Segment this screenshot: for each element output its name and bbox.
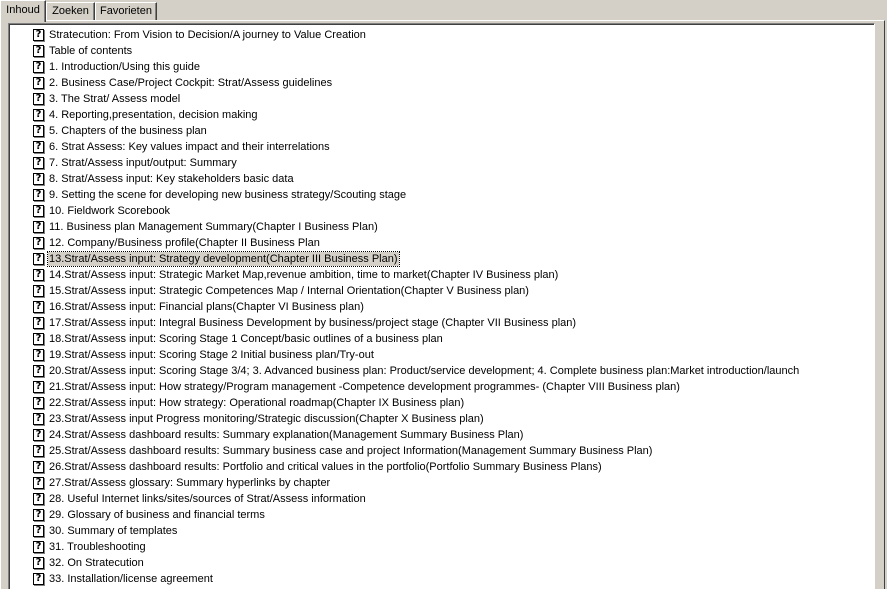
help-topic-icon: ? [33, 509, 44, 521]
toc-item-label: 25.Strat/Assess dashboard results: Summary business case and project Information(Management Summary Business Plan) [49, 445, 653, 457]
toc-item[interactable] [33, 427, 524, 443]
tab-favorieten-label: Favorieten [100, 5, 152, 17]
toc-item[interactable] [33, 395, 465, 411]
toc-item-label: 11. Business plan Management Summary(Chapter I Business Plan) [49, 221, 378, 233]
toc-item-label: 17.Strat/Assess input: Integral Business Development by business/project stage (Chapter VII Business plan) [49, 317, 577, 329]
toc-item-label: 12. Company/Business profile(Chapter II Business Plan [49, 237, 320, 249]
toc-item[interactable] [33, 27, 367, 43]
toc-item-label: 16.Strat/Assess input: Financial plans(Chapter VI Business plan) [49, 301, 364, 313]
toc-item-label: 29. Glossary of business and financial terms [49, 509, 265, 521]
tab-zoeken[interactable] [46, 2, 95, 20]
help-topic-icon: ? [33, 429, 44, 441]
toc-item[interactable] [33, 91, 181, 107]
toc-item-label: 10. Fieldwork Scorebook [49, 205, 171, 217]
help-topic-icon: ? [33, 61, 44, 73]
help-topic-icon: ? [33, 333, 44, 345]
help-topic-icon: ? [33, 557, 44, 569]
toc-item-label: 5. Chapters of the business plan [49, 125, 207, 137]
toc-item[interactable] [33, 443, 653, 459]
toc-item[interactable] [33, 155, 238, 171]
toc-item-label: 4. Reporting,presentation, decision making [49, 109, 258, 121]
toc-item[interactable] [33, 139, 331, 155]
help-topic-icon: ? [33, 349, 44, 361]
help-topic-icon: ? [33, 381, 44, 393]
tab-inhoud-label: Inhoud [6, 4, 40, 16]
toc-item[interactable] [33, 539, 147, 555]
toc-item[interactable] [33, 459, 603, 475]
help-topic-icon: ? [33, 477, 44, 489]
help-topic-icon: ? [33, 45, 44, 57]
toc-item-label: 3. The Strat/ Assess model [49, 93, 181, 105]
toc-item[interactable] [33, 331, 444, 347]
help-topic-icon: ? [33, 125, 44, 137]
help-topic-icon: ? [33, 525, 44, 537]
help-topic-icon: ? [33, 221, 44, 233]
toc-item-label: 14.Strat/Assess input: Strategic Market Map,revenue ambition, time to market(Chapter IV Business plan) [49, 269, 559, 281]
tab-favorieten[interactable] [95, 2, 157, 20]
toc-item-label: 32. On Stratecution [49, 557, 144, 569]
tab-inhoud[interactable] [0, 0, 46, 22]
tab-zoeken-label: Zoeken [52, 5, 89, 17]
toc-item-label: 26.Strat/Assess dashboard results: Portfolio and critical values in the portfolio(Portfolio Summary Business Plans) [49, 461, 602, 473]
toc-item[interactable] [33, 171, 295, 187]
help-topic-icon: ? [33, 301, 44, 313]
toc-item[interactable] [33, 43, 133, 59]
toc-item-label: 31. Troubleshooting [49, 541, 146, 553]
toc-item-label: 23.Strat/Assess input Progress monitoring/Strategic discussion(Chapter X Business plan) [49, 413, 484, 425]
toc-item-label: 30. Summary of templates [49, 525, 178, 537]
toc-item[interactable] [33, 571, 214, 587]
toc-item-label: 20.Strat/Assess input: Scoring Stage 3/4; 3. Advanced business plan: Product/service development; 4. Complete business plan:Market introduction/launch [49, 365, 800, 377]
toc-item-label: Table of contents [49, 45, 133, 57]
help-topic-icon: ? [33, 93, 44, 105]
help-topic-icon: ? [33, 413, 44, 425]
contents-tree[interactable] [8, 23, 875, 589]
toc-item[interactable] [33, 491, 367, 507]
toc-item[interactable] [33, 299, 365, 315]
help-topic-icon: ? [33, 541, 44, 553]
toc-item[interactable] [33, 507, 266, 523]
toc-item[interactable] [33, 107, 259, 123]
help-topic-icon: ? [33, 189, 44, 201]
help-topic-icon: ? [33, 397, 44, 409]
toc-item[interactable] [33, 187, 407, 203]
help-topic-icon: ? [33, 493, 44, 505]
help-topic-icon: ? [33, 445, 44, 457]
toc-item-label: 13.Strat/Assess input: Strategy development(Chapter III Business Plan) [49, 253, 398, 265]
toc-item-label: 2. Business Case/Project Cockpit: Strat/Assess guidelines [49, 77, 333, 89]
toc-item[interactable] [33, 203, 171, 219]
toc-item-label: Stratecution: From Vision to Decision/A journey to Value Creation [49, 29, 366, 41]
toc-item-label: 18.Strat/Assess input: Scoring Stage 1 Concept/basic outlines of a business plan [49, 333, 443, 345]
tab-strip [0, 0, 887, 22]
toc-item[interactable] [33, 235, 321, 251]
help-topic-icon: ? [33, 269, 44, 281]
help-topic-icon: ? [33, 29, 44, 41]
help-topic-icon: ? [33, 157, 44, 169]
toc-item[interactable] [33, 411, 485, 427]
toc-item[interactable] [33, 475, 331, 491]
toc-item[interactable] [33, 523, 178, 539]
toc-item[interactable] [33, 555, 145, 571]
help-topic-icon: ? [33, 237, 44, 249]
toc-item[interactable] [33, 75, 333, 91]
toc-item[interactable] [33, 59, 201, 75]
toc-item[interactable] [33, 379, 681, 395]
help-topic-icon: ? [33, 365, 44, 377]
toc-item[interactable] [33, 251, 399, 267]
help-topic-icon: ? [33, 461, 44, 473]
toc-item[interactable] [33, 123, 208, 139]
toc-item-label: 7. Strat/Assess input/output: Summary [49, 157, 237, 169]
toc-item[interactable] [33, 347, 375, 363]
help-topic-icon: ? [33, 141, 44, 153]
help-topic-icon: ? [33, 173, 44, 185]
help-topic-icon: ? [33, 253, 44, 265]
toc-item-label: 15.Strat/Assess input: Strategic Competences Map / Internal Orientation(Chapter V Business plan) [49, 285, 529, 297]
help-topic-icon: ? [33, 77, 44, 89]
toc-item-label: 8. Strat/Assess input: Key stakeholders basic data [49, 173, 294, 185]
toc-item-label: 6. Strat Assess: Key values impact and their interrelations [49, 141, 330, 153]
help-topic-icon: ? [33, 285, 44, 297]
toc-item-label: 21.Strat/Assess input: How strategy/Program management -Competence development programmes- (Chapter VIII Business plan) [49, 381, 680, 393]
toc-item-label: 28. Useful Internet links/sites/sources of Strat/Assess information [49, 493, 366, 505]
toc-item[interactable] [33, 315, 577, 331]
help-topic-icon: ? [33, 205, 44, 217]
toc-item-label: 19.Strat/Assess input: Scoring Stage 2 Initial business plan/Try-out [49, 349, 374, 361]
help-topic-icon: ? [33, 317, 44, 329]
toc-item[interactable] [33, 219, 379, 235]
toc-item[interactable] [33, 363, 800, 379]
toc-item-label: 27.Strat/Assess glossary: Summary hyperlinks by chapter [49, 477, 331, 489]
toc-item-label: 22.Strat/Assess input: How strategy: Operational roadmap(Chapter IX Business plan) [49, 397, 465, 409]
toc-item-label: 9. Setting the scene for developing new business strategy/Scouting stage [49, 189, 407, 201]
help-topic-icon: ? [33, 109, 44, 121]
toc-item[interactable] [33, 283, 530, 299]
toc-item-label: 24.Strat/Assess dashboard results: Summary explanation(Management Summary Business Plan) [49, 429, 524, 441]
help-topic-icon: ? [33, 573, 44, 585]
toc-item-label: 33. Installation/license agreement [49, 573, 213, 585]
toc-item[interactable] [33, 267, 559, 283]
toc-item-label: 1. Introduction/Using this guide [49, 61, 201, 73]
